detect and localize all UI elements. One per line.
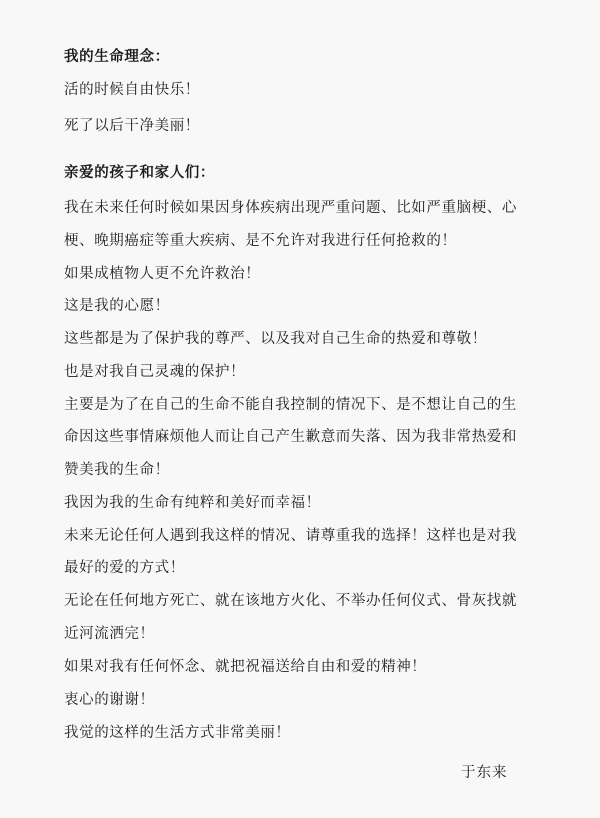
philosophy-heading: 我的生命理念： xyxy=(64,49,170,65)
signature: 于东来 xyxy=(461,765,508,781)
letter-line: 如果成植物人更不允许救治！ xyxy=(64,266,261,282)
philosophy-line: 活的时候自由快乐！ xyxy=(64,82,200,98)
philosophy-line: 死了以后干净美丽！ xyxy=(64,118,200,134)
letter-line: 也是对我自己灵魂的保护！ xyxy=(64,364,246,380)
letter-line: 如果对我有任何怀念、就把祝福送给自由和爱的精神！ xyxy=(64,659,427,675)
letter-line: 近河流洒完！ xyxy=(64,626,155,642)
letter-line: 未来无论任何人遇到我这样的情况、请尊重我的选择！这样也是对我 xyxy=(64,528,517,544)
letter-salutation: 亲爱的孩子和家人们： xyxy=(64,165,215,181)
letter-line: 赞美我的生命！ xyxy=(64,462,170,478)
letter-line: 我觉的这样的生活方式非常美丽！ xyxy=(64,725,291,741)
letter-line: 这些都是为了保护我的尊严、以及我对自己生命的热爱和尊敬！ xyxy=(64,331,487,347)
letter-line: 这是我的心愿！ xyxy=(64,298,170,314)
letter-line: 梗、晚期癌症等重大疾病、是不允许对我进行任何抢救的！ xyxy=(64,233,457,249)
letter-line: 我因为我的生命有纯粹和美好而幸福！ xyxy=(64,495,321,511)
letter-line: 衷心的谢谢！ xyxy=(64,692,155,708)
letter-line: 无论在任何地方死亡、就在该地方火化、不举办任何仪式、骨灰找就 xyxy=(64,593,517,609)
letter-line: 主要是为了在自己的生命不能自我控制的情况下、是不想让自己的生 xyxy=(64,397,517,413)
letter-line: 我在未来任何时候如果因身体疾病出现严重问题、比如严重脑梗、心 xyxy=(64,200,517,216)
letter-line: 最好的爱的方式！ xyxy=(64,560,185,576)
letter-line: 命因这些事情麻烦他人而让自己产生歉意而失落、因为我非常热爱和 xyxy=(64,429,517,445)
